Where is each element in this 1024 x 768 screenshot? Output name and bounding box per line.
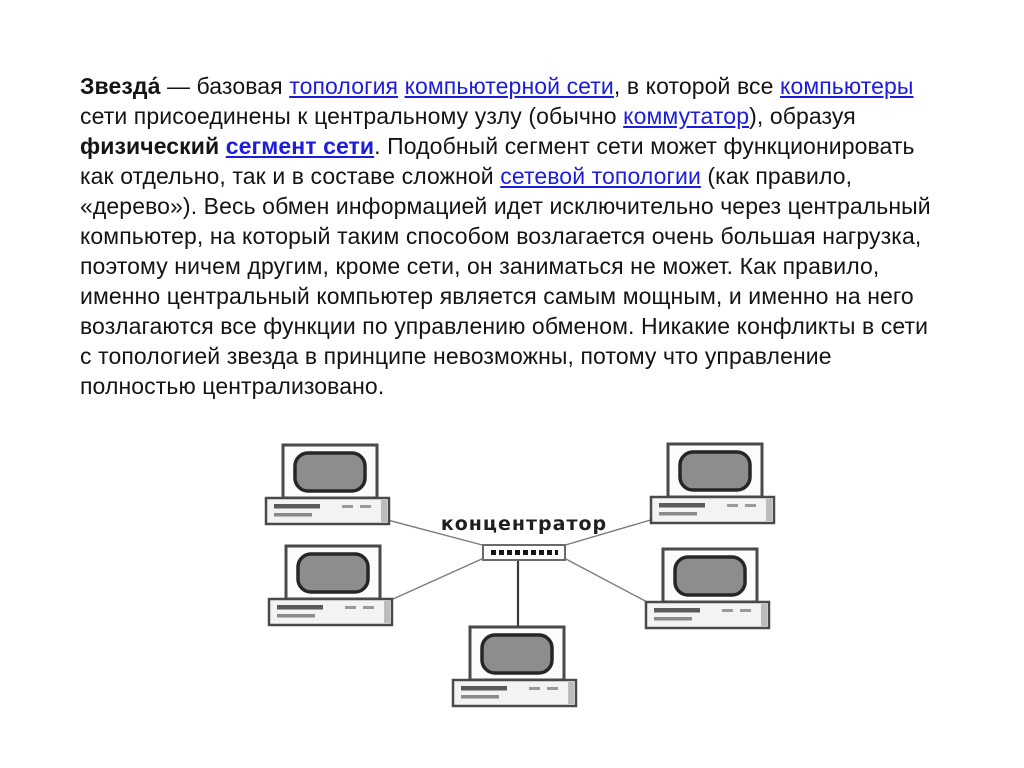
text-run: возлагаются все функции по управлению обменом. Никакие конфликты в сети bbox=[80, 313, 929, 339]
computer-icon-top-left bbox=[266, 445, 389, 524]
text-line bbox=[80, 161, 962, 191]
text-line bbox=[80, 71, 962, 101]
text-line bbox=[80, 131, 962, 161]
text-run: . Подобный сегмент сети может функционировать bbox=[374, 133, 915, 159]
computer-icon-bottom-center bbox=[453, 627, 576, 706]
text-run: (как правило, bbox=[700, 163, 853, 189]
text-link[interactable]: сегмент сети bbox=[225, 133, 375, 159]
text-line bbox=[80, 341, 962, 371]
text-link[interactable]: сетевой топологии bbox=[500, 163, 701, 189]
text-run: поэтому ничем другим, кроме сети, он заниматься не может. Как правило, bbox=[80, 253, 880, 279]
text-run: ), образуя bbox=[749, 103, 856, 129]
text-run: «дерево»). Весь обмен информацией идет исключительно через центральный bbox=[80, 193, 931, 219]
connection-line bbox=[564, 558, 649, 603]
text-link[interactable]: компьютерной сети bbox=[404, 73, 614, 99]
computer-icon-top-right bbox=[651, 444, 774, 523]
computer-icon-mid-right bbox=[646, 549, 769, 628]
text-line bbox=[80, 281, 962, 311]
text-run: полностью централизовано. bbox=[80, 373, 385, 399]
text-run: компьютер, на который таким способом возлагается очень большая нагрузка, bbox=[80, 223, 922, 249]
text-link[interactable]: коммутатор bbox=[623, 103, 750, 129]
hub-icon bbox=[483, 545, 565, 560]
computer-icon-mid-left bbox=[269, 546, 392, 625]
text-line bbox=[80, 191, 962, 221]
text-run: — базовая bbox=[160, 73, 290, 99]
text-run: Звезда́ bbox=[80, 73, 161, 99]
text-line bbox=[80, 311, 962, 341]
text-run: физический bbox=[80, 133, 226, 159]
text-link[interactable]: компьютеры bbox=[780, 73, 914, 99]
article-text bbox=[80, 71, 962, 401]
hub-label: концентратор bbox=[440, 513, 608, 535]
text-line bbox=[80, 221, 962, 251]
star-topology-diagram bbox=[250, 440, 780, 712]
text-run: именно центральный компьютер является самым мощным, и именно на него bbox=[80, 283, 914, 309]
text-run: сети присоединены к центральному узлу (обычно bbox=[80, 103, 624, 129]
text-link[interactable]: топология bbox=[289, 73, 399, 99]
text-line bbox=[80, 371, 962, 401]
connection-line bbox=[393, 558, 484, 599]
text-run: с топологией звезда в принципе невозможны, потому что управление bbox=[80, 343, 832, 369]
text-line bbox=[80, 251, 962, 281]
text-run: , в которой все bbox=[613, 73, 781, 99]
text-line bbox=[80, 101, 962, 131]
text-run: как отдельно, так и в составе сложной bbox=[80, 163, 501, 189]
